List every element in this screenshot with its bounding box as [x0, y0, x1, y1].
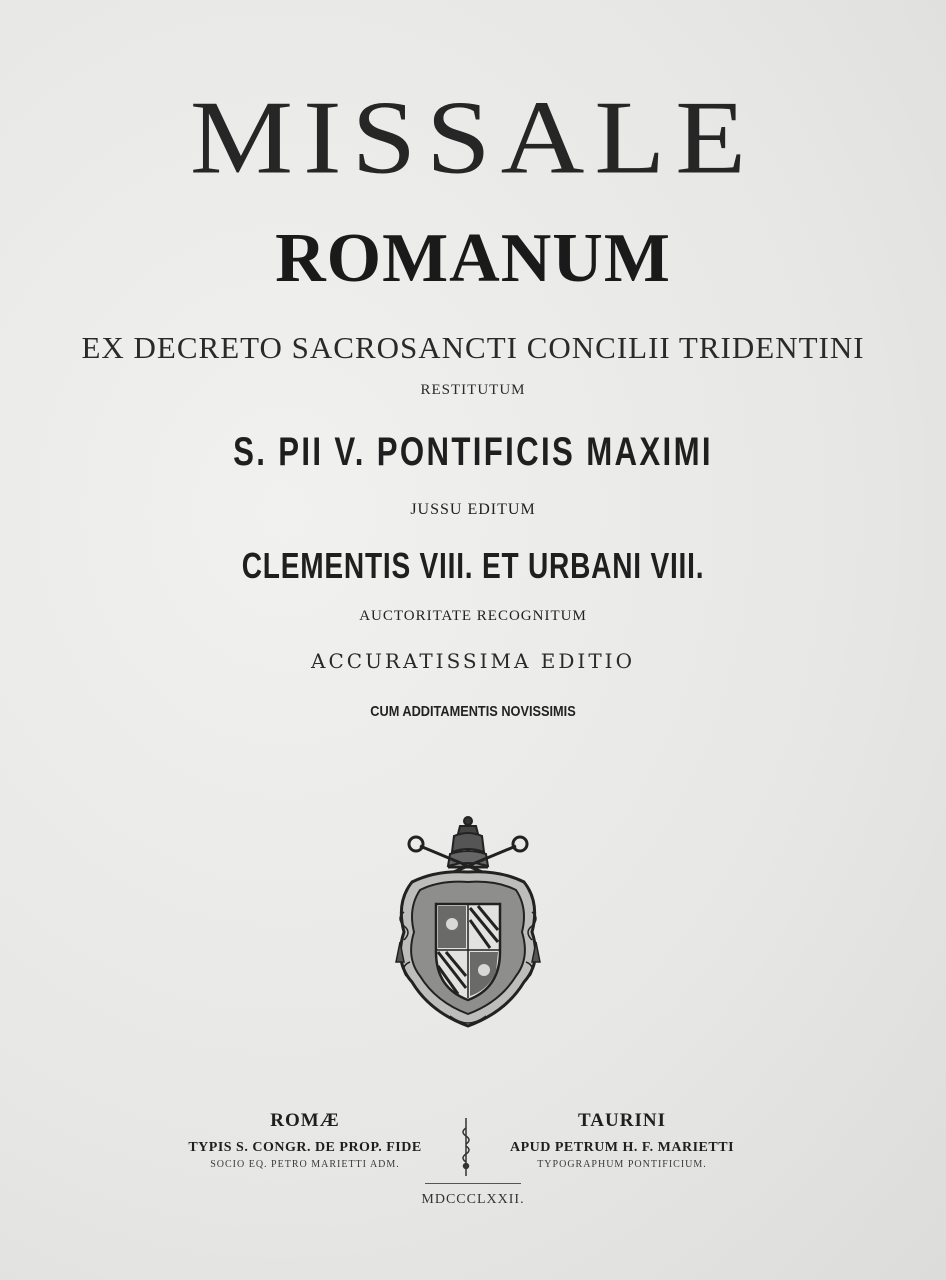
auctoritate-line: AUCTORITATE RECOGNITUM — [359, 608, 587, 624]
imprint-city-turin: TAURINI — [578, 1110, 666, 1131]
year-rule — [425, 1183, 521, 1184]
imprint-city-rome: ROMÆ — [270, 1110, 340, 1131]
papal-coat-of-arms-icon — [390, 812, 546, 1034]
main-title: MISSALE — [189, 80, 757, 196]
imprint-note-turin: TYPOGRAPHUM PONTIFICIUM. — [537, 1159, 707, 1170]
jussu-line: JUSSU EDITUM — [410, 501, 536, 518]
imprint-press-rome: TYPIS S. CONGR. DE PROP. FIDE — [188, 1140, 422, 1155]
popes-later-line: CLEMENTIS VIII. ET URBANI VIII. — [241, 545, 705, 586]
edition-line: ACCURATISSIMA EDITIO — [311, 649, 635, 673]
pope-pius-line: S. PII V. PONTIFICIS MAXIMI — [233, 430, 713, 474]
decree-line: EX DECRETO SACROSANCTI CONCILII TRIDENTINI — [81, 330, 865, 365]
imprint-turin — [462, 1110, 782, 1172]
imprint-press-turin: APUD PETRUM H. F. MARIETTI — [509, 1140, 735, 1155]
restitutum-line: RESTITUTUM — [420, 382, 526, 398]
publication-year: MDCCCLXXII. — [421, 1192, 525, 1207]
imprint-rome — [145, 1110, 465, 1172]
subtitle: ROMANUM — [275, 220, 671, 297]
additions-line: CUM ADDITAMENTIS NOVISSIMIS — [370, 703, 576, 720]
imprint-note-rome: SOCIO EQ. PETRO MARIETTI ADM. — [210, 1159, 400, 1170]
